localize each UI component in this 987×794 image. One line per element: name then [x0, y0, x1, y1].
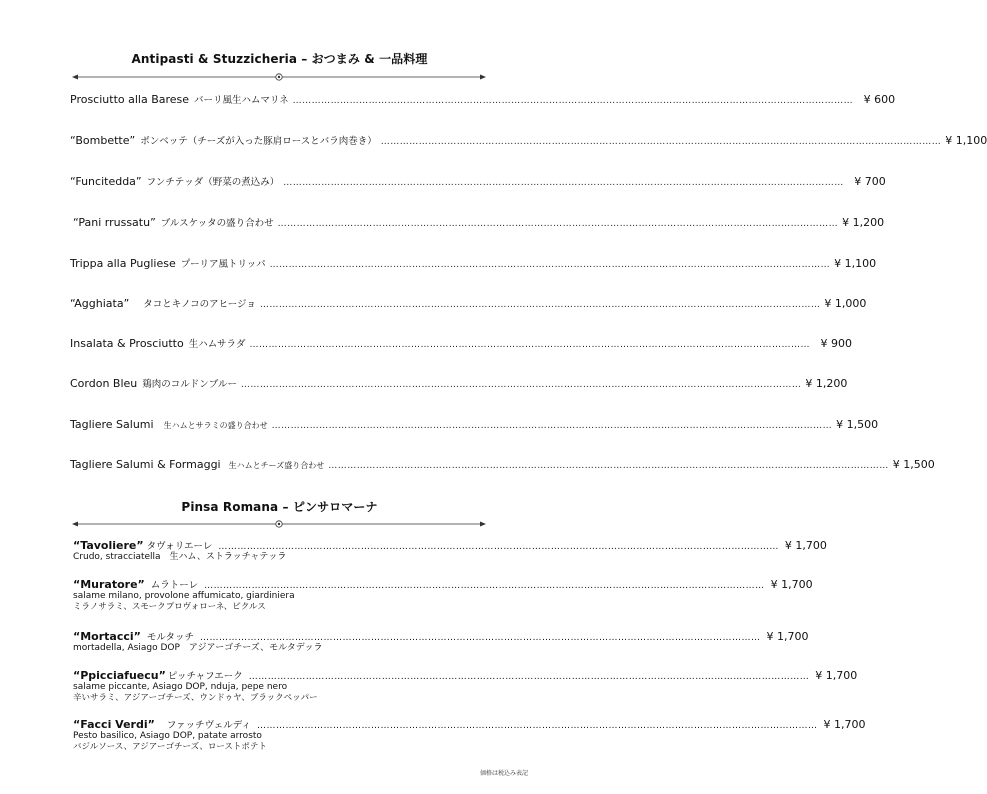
item-name: Tagliere Salumi & Formaggi: [70, 458, 221, 471]
dot-leader: ……………………………………………………………………………………………………………………………………………………………: [218, 542, 779, 552]
menu-item-tagliere-salumi-formaggi: [70, 458, 935, 474]
item-description: Crudo, stracciatella 生ハム、ストラッチャテッラ: [73, 552, 287, 562]
item-price: ¥ 1,000: [824, 297, 867, 310]
item-name: “Facci Verdi”: [73, 718, 155, 731]
item-price: ¥ 1,700: [770, 578, 813, 591]
pinsa-item-mortacci: [73, 629, 809, 654]
item-description-jp: バジルソース、アジアーゴチーズ、ローストポテト: [73, 742, 267, 752]
item-jp-name: 生ハムとチーズ盛り合わせ: [228, 461, 325, 470]
dot-leader: ……………………………………………………………………………………………………………………………………………………………: [204, 581, 765, 591]
menu-item-trippa: [70, 256, 877, 272]
item-name: “Bombette”: [70, 134, 136, 147]
pinsa-divider: [70, 518, 488, 530]
item-jp-name: ピッチャフエーク: [167, 671, 243, 682]
pinsa-item-ppicciafuecu: [73, 668, 858, 704]
item-jp-name: ファッチヴェルディ: [166, 720, 252, 731]
item-description-jp: ミラノサラミ、スモークプロヴォローネ、ピクルス: [73, 602, 266, 612]
pinsa-item-facci-verdi: [73, 717, 866, 753]
item-price: ¥ 1,700: [823, 718, 866, 731]
menu-item-tagliere-salumi: [70, 418, 879, 434]
item-description: mortadella, Asiago DOP アジアーゴチーズ、モルタデッラ: [73, 643, 323, 653]
dot-leader: ……………………………………………………………………………………………………………………………………………………………: [248, 672, 810, 682]
item-price: ¥ 700: [854, 175, 886, 188]
item-name: “Ppicciafuecu”: [73, 669, 166, 682]
item-price: ¥ 1,700: [784, 539, 827, 552]
dot-leader: ……………………………………………………………………………………………………………………………………………………………: [269, 260, 831, 270]
dot-leader: ……………………………………………………………………………………………………………………………………………………………: [249, 340, 810, 350]
item-jp-name: タコとキノコのアヒージョ: [143, 299, 256, 310]
menu-item-bombette: [70, 133, 987, 149]
item-jp-name: 生ハムとサラミの盛り合わせ: [163, 421, 268, 430]
item-name: “Funcitedda”: [70, 175, 142, 188]
item-name: Insalata & Prosciutto: [70, 337, 184, 350]
item-jp-name: ムラトーレ: [150, 580, 199, 591]
item-description: salame piccante, Asiago DOP, nduja, pepe nero: [73, 682, 288, 692]
item-description: Pesto basilico, Asiago DOP, patate arrosto: [73, 731, 262, 741]
dot-leader: ……………………………………………………………………………………………………………………………………………………………: [328, 461, 889, 471]
item-jp-name: プーリア風トリッパ: [180, 259, 266, 270]
item-price: ¥ 600: [863, 93, 896, 106]
item-price: ¥ 1,100: [945, 134, 987, 147]
item-jp-name: フンチテッダ（野菜の煮込み）: [146, 177, 280, 188]
dot-leader: ……………………………………………………………………………………………………………………………………………………………: [283, 178, 844, 188]
item-price: ¥ 1,100: [834, 257, 877, 270]
item-jp-name: タヴォリエーレ: [146, 541, 213, 552]
item-name: “Tavoliere”: [73, 539, 144, 552]
menu-item-funcitedda: [70, 174, 886, 190]
dot-leader: ……………………………………………………………………………………………………………………………………………………………: [292, 96, 854, 106]
item-jp-name: バーリ風生ハムマリネ: [194, 95, 289, 106]
dot-leader: ……………………………………………………………………………………………………………………………………………………………: [259, 300, 821, 310]
item-price: ¥ 1,500: [892, 458, 935, 471]
pinsa-title: Pinsa Romana – ピンサロマーナ: [181, 500, 378, 514]
item-name: “Muratore”: [73, 578, 145, 591]
menu-item-prosciutto-barese: [70, 92, 896, 108]
menu-item-insalata-prosciutto: [70, 336, 852, 352]
item-description-jp: 辛いサラミ、アジアーゴチーズ、ウンドゥヤ、ブラックペッパー: [73, 693, 318, 703]
tax-footnote: 価格は税込み表記: [480, 770, 529, 777]
item-price: ¥ 1,200: [805, 377, 848, 390]
item-jp-name: 鶏肉のコルドンブルー: [142, 379, 237, 390]
item-price: ¥ 900: [820, 337, 852, 350]
item-name: “Mortacci”: [73, 630, 141, 643]
antipasti-title: Antipasti & Stuzzicheria – おつまみ & 一品料理: [131, 52, 428, 66]
item-jp-name: ブルスケッタの盛り合わせ: [160, 218, 274, 229]
menu-item-cordon-bleu: [70, 376, 848, 392]
antipasti-divider: [70, 71, 488, 83]
dot-leader: ……………………………………………………………………………………………………………………………………………………………: [240, 380, 802, 390]
item-jp-name: ボンベッテ（チーズが入った豚肩ロースとバラ肉巻き）: [140, 136, 377, 147]
item-name: Prosciutto alla Barese: [70, 93, 190, 106]
item-name: Cordon Bleu: [70, 377, 138, 390]
item-price: ¥ 1,500: [836, 418, 879, 431]
item-price: ¥ 1,700: [766, 630, 809, 643]
item-name: Tagliere Salumi: [70, 418, 154, 431]
item-name: “Agghiata”: [70, 297, 130, 310]
pinsa-item-muratore: [73, 577, 813, 613]
item-name: Trippa alla Pugliese: [70, 257, 176, 270]
pinsa-item-tavoliere: [73, 538, 827, 563]
menu-item-agghiata: [70, 296, 867, 312]
dot-leader: ……………………………………………………………………………………………………………………………………………………………: [277, 219, 839, 229]
item-jp-name: 生ハムサラダ: [188, 339, 246, 350]
dot-leader: ……………………………………………………………………………………………………………………………………………………………: [271, 421, 833, 431]
dot-leader: ……………………………………………………………………………………………………………………………………………………………: [257, 721, 818, 731]
item-description: salame milano, provolone affumicato, giardiniera: [73, 591, 295, 601]
item-price: ¥ 1,200: [842, 216, 885, 229]
item-name: “Pani rrussatu”: [73, 216, 156, 229]
menu-item-pani-rrussatu: [73, 215, 885, 231]
item-price: ¥ 1,700: [815, 669, 858, 682]
dot-leader: ……………………………………………………………………………………………………………………………………………………………: [380, 137, 942, 147]
item-jp-name: モルタッチ: [146, 632, 195, 643]
dot-leader: ……………………………………………………………………………………………………………………………………………………………: [200, 633, 761, 643]
